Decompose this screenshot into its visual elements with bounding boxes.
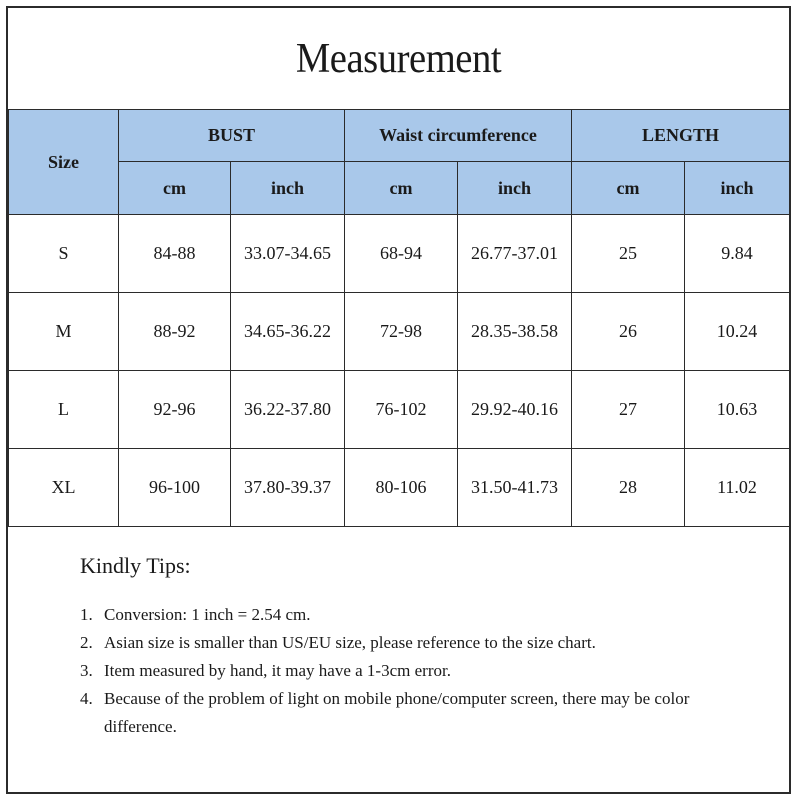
- unit-header: cm: [345, 162, 458, 215]
- table-cell: 25: [572, 215, 685, 293]
- size-cell: M: [9, 293, 119, 371]
- table-cell: 76-102: [345, 371, 458, 449]
- list-item-number: 2.: [80, 633, 93, 652]
- table-cell: 92-96: [119, 371, 231, 449]
- table-header-row: [9, 110, 790, 162]
- table-cell: 33.07-34.65: [231, 215, 345, 293]
- unit-header: cm: [572, 162, 685, 215]
- tips-title: Kindly Tips:: [80, 553, 191, 578]
- table-cell: 26: [572, 293, 685, 371]
- table-cell: 28.35-38.58: [458, 293, 572, 371]
- size-column-header: Size: [9, 110, 119, 215]
- unit-header: inch: [685, 162, 790, 215]
- unit-header: inch: [458, 162, 572, 215]
- unit-header: cm: [119, 162, 231, 215]
- waist-group-header: Waist circumference: [345, 110, 572, 162]
- bust-group-header: BUST: [119, 110, 345, 162]
- table-cell: 11.02: [685, 449, 790, 527]
- table-cell: 31.50-41.73: [458, 449, 572, 527]
- list-item: [80, 629, 760, 657]
- measurement-sheet: [6, 6, 791, 794]
- size-cell: XL: [9, 449, 119, 527]
- table-cell: 96-100: [119, 449, 231, 527]
- table-cell: 34.65-36.22: [231, 293, 345, 371]
- table-row: [9, 215, 790, 293]
- table-cell: 26.77-37.01: [458, 215, 572, 293]
- tips-section: [80, 553, 760, 741]
- size-table: [8, 109, 790, 527]
- list-item-text: Conversion: 1 inch = 2.54 cm.: [104, 605, 311, 624]
- list-item-number: 1.: [80, 605, 93, 624]
- table-cell: 10.63: [685, 371, 790, 449]
- unit-header: inch: [231, 162, 345, 215]
- list-item: [80, 657, 760, 685]
- table-cell: 68-94: [345, 215, 458, 293]
- tips-list: [80, 601, 760, 741]
- table-row: [9, 449, 790, 527]
- list-item-number: 3.: [80, 661, 93, 680]
- table-cell: 28: [572, 449, 685, 527]
- table-cell: 9.84: [685, 215, 790, 293]
- list-item-text: Item measured by hand, it may have a 1-3cm error.: [104, 661, 451, 680]
- table-cell: 10.24: [685, 293, 790, 371]
- table-unit-row: [9, 162, 790, 215]
- list-item: [80, 601, 760, 629]
- table-cell: 84-88: [119, 215, 231, 293]
- length-group-header: LENGTH: [572, 110, 790, 162]
- table-cell: 88-92: [119, 293, 231, 371]
- list-item-text: Because of the problem of light on mobile phone/computer screen, there may be color difference.: [104, 689, 690, 736]
- table-row: [9, 293, 790, 371]
- table-cell: 72-98: [345, 293, 458, 371]
- size-cell: L: [9, 371, 119, 449]
- table-cell: 27: [572, 371, 685, 449]
- table-row: [9, 371, 790, 449]
- table-cell: 36.22-37.80: [231, 371, 345, 449]
- table-cell: 80-106: [345, 449, 458, 527]
- table-cell: 29.92-40.16: [458, 371, 572, 449]
- size-cell: S: [9, 215, 119, 293]
- table-cell: 37.80-39.37: [231, 449, 345, 527]
- page-title: Measurement: [295, 35, 502, 82]
- list-item: [80, 685, 760, 741]
- list-item-text: Asian size is smaller than US/EU size, please reference to the size chart.: [104, 633, 596, 652]
- list-item-number: 4.: [80, 689, 93, 708]
